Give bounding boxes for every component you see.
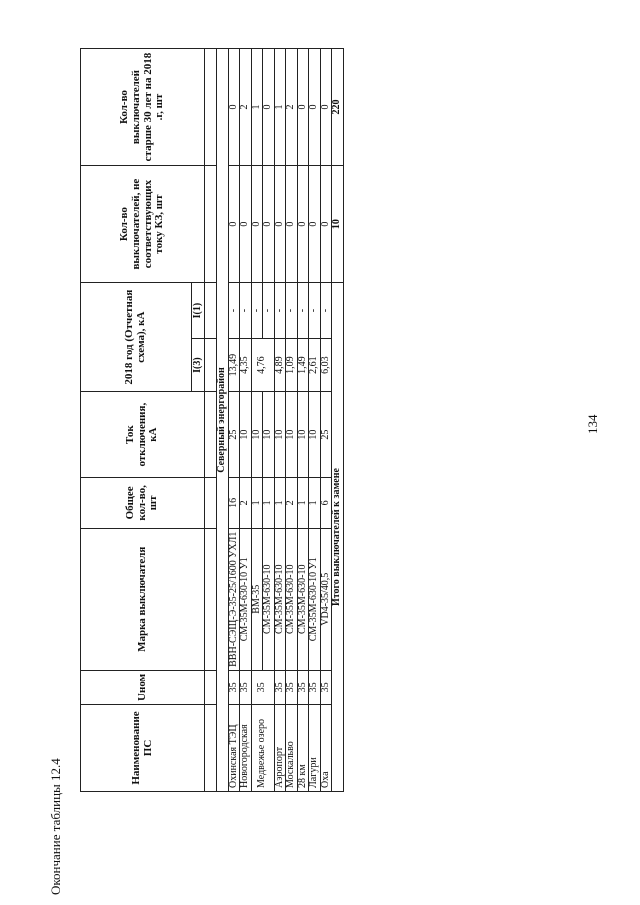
cell-i3: 13,49 bbox=[228, 339, 240, 392]
cell-count: 2 bbox=[286, 478, 298, 529]
cell-unom: 35 bbox=[320, 670, 332, 704]
cell-i1: - bbox=[263, 283, 275, 339]
cell-count: 1 bbox=[274, 478, 286, 529]
col-header-notmatch: Кол-во выключателей, не соответствующих току КЗ, шт bbox=[81, 166, 205, 283]
cell-brand: СМ-35М-630-10 bbox=[263, 528, 275, 670]
cell-i1: - bbox=[286, 283, 298, 339]
cell-i1: - bbox=[297, 283, 309, 339]
cell-i3: 6,03 bbox=[320, 339, 332, 392]
cell-notmatch: 0 bbox=[251, 166, 263, 283]
cell-i1: - bbox=[240, 283, 252, 339]
section-row bbox=[217, 49, 229, 792]
cell-brand: VD4-35/40,5 bbox=[320, 528, 332, 670]
cell-i3: 2,61 bbox=[309, 339, 321, 392]
total-notmatch: 10 bbox=[332, 166, 344, 283]
cell-notmatch: 0 bbox=[263, 166, 275, 283]
cell-name: 28 км bbox=[297, 704, 309, 791]
total-row bbox=[332, 49, 344, 792]
cell-notmatch: 0 bbox=[320, 166, 332, 283]
cell-i3: 1,49 bbox=[297, 339, 309, 392]
col-header-old: Кол-во выключателей старше 30 лет на 2018 .г, шт bbox=[81, 49, 205, 166]
total-label: Итого выключателей к замене bbox=[332, 283, 344, 792]
col-header-2018: 2018 год (Отчетная схема), кА bbox=[81, 283, 192, 392]
cell-name: Москальво bbox=[286, 704, 298, 791]
cell-brand: СМ-35М-630-10 bbox=[297, 528, 309, 670]
cell-count: 16 bbox=[228, 478, 240, 529]
cell-brand: СМ-35М-630-10 bbox=[286, 528, 298, 670]
table-row bbox=[251, 49, 263, 792]
cell-old: 1 bbox=[251, 49, 263, 166]
cell-name: Охинская ТЭЦ bbox=[228, 704, 240, 791]
cell-current: 10 bbox=[309, 392, 321, 478]
col-header-unom: Uном bbox=[81, 670, 205, 704]
cell-current: 10 bbox=[263, 392, 275, 478]
cell-name: Лагури bbox=[309, 704, 321, 791]
index-row bbox=[205, 49, 217, 792]
cell-count: 2 bbox=[240, 478, 252, 529]
cell-notmatch: 0 bbox=[240, 166, 252, 283]
cell-i3: 4,76 bbox=[251, 339, 274, 392]
cell-old: 2 bbox=[286, 49, 298, 166]
cell-notmatch: 0 bbox=[286, 166, 298, 283]
cell-i1: - bbox=[228, 283, 240, 339]
cell-old: 0 bbox=[263, 49, 275, 166]
cell-notmatch: 0 bbox=[309, 166, 321, 283]
cell-unom: 35 bbox=[251, 670, 274, 704]
cell-current: 10 bbox=[274, 392, 286, 478]
cell-i1: - bbox=[274, 283, 286, 339]
cell-old: 2 bbox=[240, 49, 252, 166]
cell-i1: - bbox=[251, 283, 263, 339]
cell-current: 10 bbox=[286, 392, 298, 478]
cell-notmatch: 0 bbox=[297, 166, 309, 283]
cell-i3: 4,35 bbox=[240, 339, 252, 392]
cell-brand: СМ-35М-630-10 bbox=[274, 528, 286, 670]
cell-name: Оха bbox=[320, 704, 332, 791]
header-row bbox=[81, 49, 192, 792]
cell-current: 10 bbox=[240, 392, 252, 478]
cell-current: 10 bbox=[251, 392, 263, 478]
table-row bbox=[297, 49, 309, 792]
cell-current: 25 bbox=[228, 392, 240, 478]
cell-i3: 1,09 bbox=[286, 339, 298, 392]
cell-old: 0 bbox=[309, 49, 321, 166]
col-header-i3: I(3) bbox=[192, 339, 205, 392]
page-number: 134 bbox=[585, 414, 600, 434]
col-header-name: Наименование ПС bbox=[81, 704, 205, 791]
table-caption: Окончание таблицы 12.4 bbox=[48, 758, 63, 895]
cell-unom: 35 bbox=[309, 670, 321, 704]
total-old: 220 bbox=[332, 49, 344, 166]
cell-brand: ВВН-СЭЩ-Э-35-25/1600 УХЛ1 bbox=[228, 528, 240, 670]
cell-old: 1 bbox=[274, 49, 286, 166]
cell-name: Аэропорт bbox=[274, 704, 286, 791]
cell-unom: 35 bbox=[286, 670, 298, 704]
cell-current: 10 bbox=[297, 392, 309, 478]
cell-brand: СМ-35М-630-10 У1 bbox=[240, 528, 252, 670]
cell-count: 1 bbox=[297, 478, 309, 529]
cell-name: Новогородская bbox=[240, 704, 252, 791]
col-header-brand: Марка выключателя bbox=[81, 528, 205, 670]
cell-count: 1 bbox=[309, 478, 321, 529]
table-row bbox=[240, 49, 252, 792]
cell-old: 0 bbox=[228, 49, 240, 166]
table-row bbox=[228, 49, 240, 792]
cell-notmatch: 0 bbox=[274, 166, 286, 283]
cell-unom: 35 bbox=[297, 670, 309, 704]
cell-unom: 35 bbox=[228, 670, 240, 704]
cell-count: 1 bbox=[263, 478, 275, 529]
cell-brand: СМ-35М-630-10 У1 bbox=[309, 528, 321, 670]
col-header-current: Ток отключения, кА bbox=[81, 392, 205, 478]
cell-notmatch: 0 bbox=[228, 166, 240, 283]
cell-i1: - bbox=[309, 283, 321, 339]
col-header-i1: I(1) bbox=[192, 283, 205, 339]
table-row bbox=[274, 49, 286, 792]
cell-unom: 35 bbox=[274, 670, 286, 704]
cell-count: 6 bbox=[320, 478, 332, 529]
col-header-count: Общее кол-во, шт bbox=[81, 478, 205, 529]
cell-i1: - bbox=[320, 283, 332, 339]
table-row bbox=[286, 49, 298, 792]
table-row bbox=[320, 49, 332, 792]
breakers-table bbox=[80, 48, 344, 792]
cell-brand: ВМ-35 bbox=[251, 528, 263, 670]
table-row bbox=[309, 49, 321, 792]
cell-old: 0 bbox=[320, 49, 332, 166]
section-label: Северный энергорайон bbox=[217, 49, 229, 792]
cell-i3: 4,89 bbox=[274, 339, 286, 392]
cell-count: 1 bbox=[251, 478, 263, 529]
cell-current: 25 bbox=[320, 392, 332, 478]
cell-old: 0 bbox=[297, 49, 309, 166]
cell-name: Медвежье озеро bbox=[251, 704, 274, 791]
cell-unom: 35 bbox=[240, 670, 252, 704]
